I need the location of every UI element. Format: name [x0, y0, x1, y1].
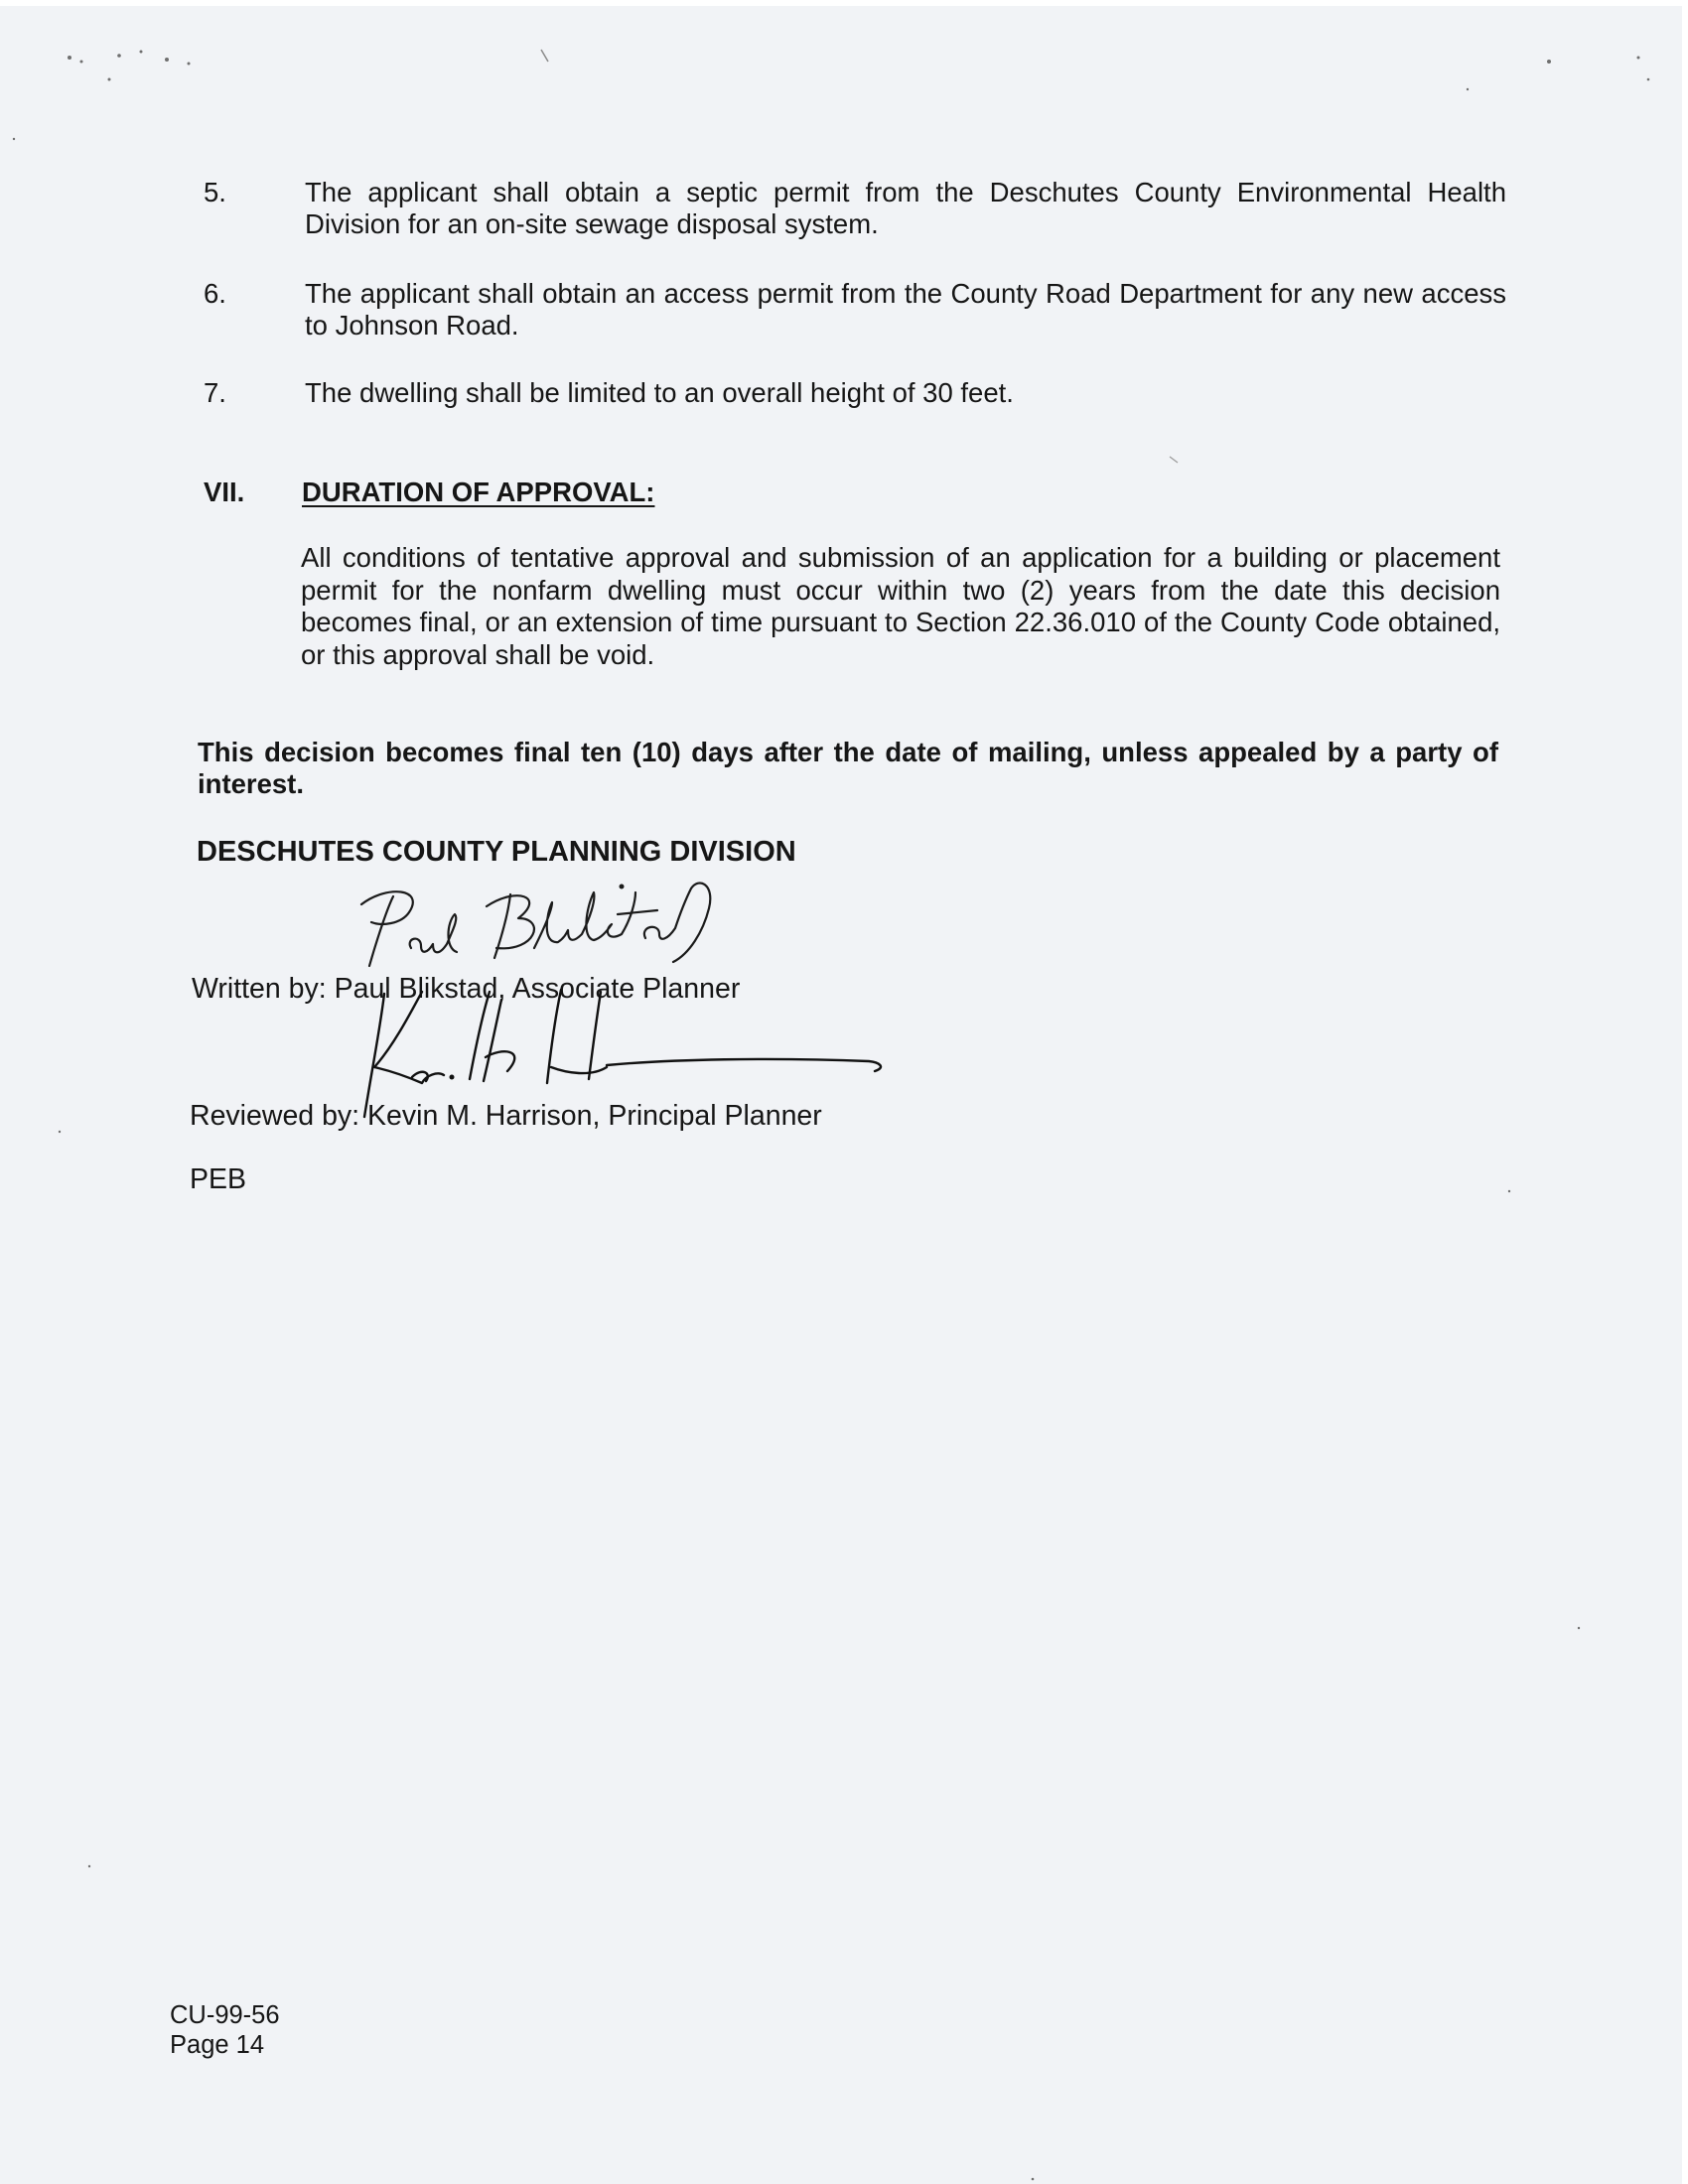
condition-text: The applicant shall obtain a septic permit from the Deschutes County Environmental Health Division for an on-site sewage disposal system. [305, 177, 1506, 239]
condition-number: 6. [204, 278, 226, 309]
condition-text: The applicant shall obtain an access permit from the County Road Department for any new access to Johnson Road. [305, 278, 1506, 341]
case-number: CU-99-56 [170, 2001, 280, 2029]
section-title: DURATION OF APPROVAL: [302, 477, 655, 507]
final-decision-note: This decision becomes final ten (10) days after the date of mailing, unless appealed by a party of interest. [198, 737, 1498, 799]
section-number: VII. [204, 477, 245, 507]
planning-division-name: DESCHUTES COUNTY PLANNING DIVISION [197, 836, 796, 868]
signature-paul-blikstad [348, 879, 725, 988]
written-by-line: Written by: Paul Blikstad, Associate Planner [192, 973, 741, 1005]
section-body: All conditions of tentative approval and submission of an application for a building or placement permit for the nonfarm dwelling must occur within two (2) years from the date this decision becomes final, or an extension of time pursuant to Section 22.36.010 of the County Code obtained, or this approval shall be void. [301, 542, 1500, 670]
condition-text: The dwelling shall be limited to an overall height of 30 feet. [305, 377, 1014, 408]
typist-initials: PEB [190, 1163, 247, 1195]
reviewed-by-line: Reviewed by: Kevin M. Harrison, Principal Planner [190, 1100, 822, 1132]
condition-number: 5. [204, 177, 226, 207]
page-number: Page 14 [170, 2031, 265, 2059]
condition-number: 7. [204, 377, 226, 408]
